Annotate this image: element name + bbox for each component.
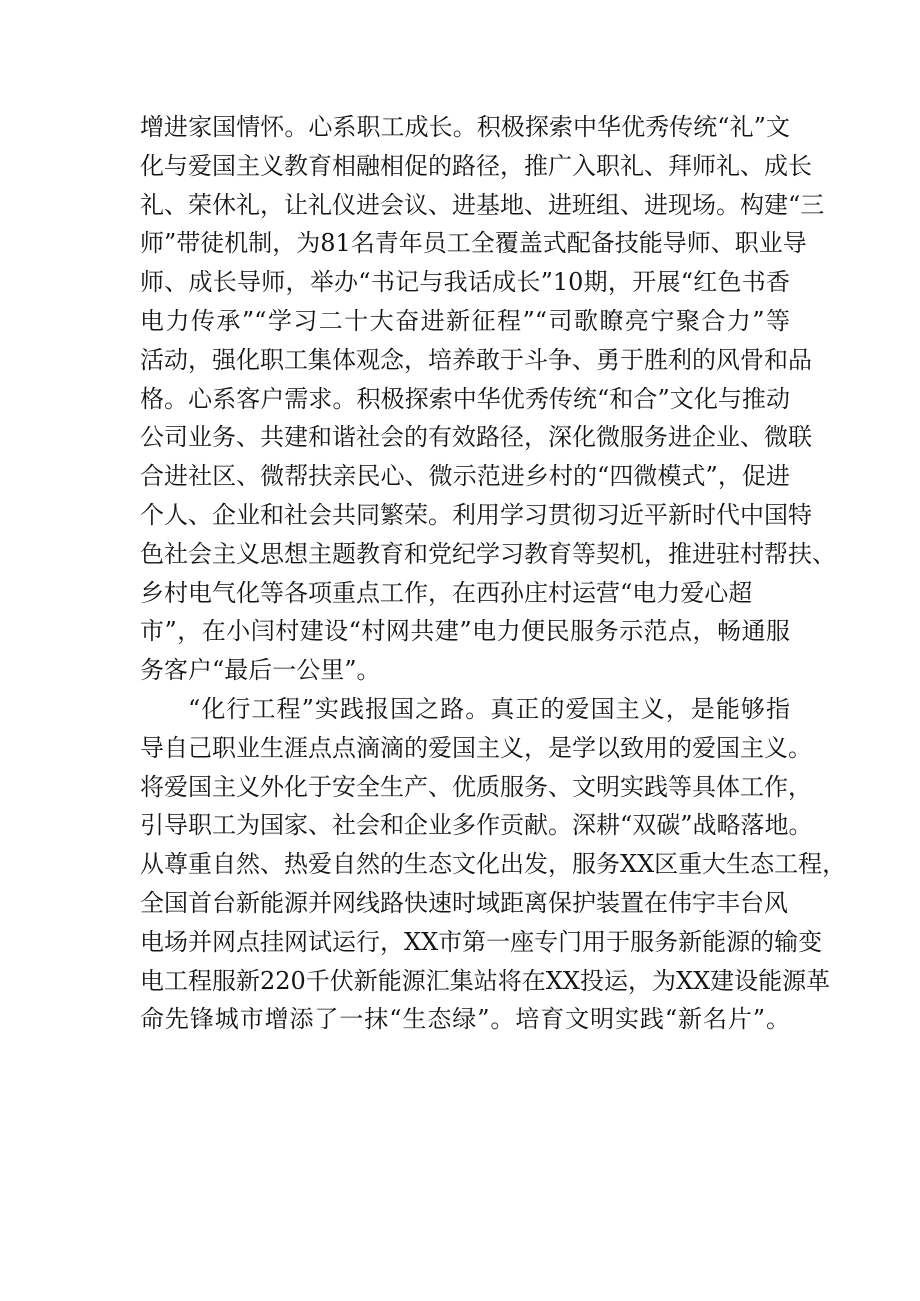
text-line: 电力传承”“学习二十大奋进新征程”“司歌瞭亮宁聚合力”等	[140, 306, 790, 335]
text-line: 从尊重自然、热爱自然的生态文化出发，服务XX区重大生态工程，	[140, 850, 847, 879]
text-line: 个人、企业和社会共同繁荣。利用学习贯彻习近平新时代中国特	[140, 500, 812, 529]
text-line: 引导职工为国家、社会和企业多作贡献。深耕“双碳”战略落地。	[140, 811, 813, 840]
body-text	[140, 108, 847, 1039]
text-line: 市”，在小闫村建设“村网共建”电力便民服务示范点，畅通服	[140, 617, 790, 646]
text-line: 命先锋城市增添了一抹“生态绿”。培育文明实践“新名片”。	[140, 1005, 790, 1034]
text-line: 色社会主义思想主题教育和党纪学习教育等契机，推进驻村帮扶、	[140, 539, 836, 568]
text-line: 公司业务、共建和谐社会的有效路径，深化微服务进企业、微联	[140, 423, 812, 452]
text-line: 格。心系客户需求。积极探索中华优秀传统“和合”文化与推动	[140, 384, 790, 413]
text-line: 全国首台新能源并网线路快速时域距离保护装置在伟宇丰台风	[140, 888, 788, 917]
text-line: 电工程服新220千伏新能源汇集站将在XX投运，为XX建设能源革	[140, 966, 831, 995]
paragraph-end-line: 务客户“最后一公里”。	[140, 656, 381, 685]
text-line: 师、成长导师，举办“书记与我话成长”10期，开展“红色书香	[140, 268, 790, 297]
text-line: 导自己职业生涯点点滴滴的爱国主义，是学以致用的爱国主义。	[140, 733, 812, 762]
text-line: 将爱国主义外化于安全生产、优质服务、文明实践等具体工作，	[140, 772, 812, 801]
text-line: 化与爱国主义教育相融相促的路径，推广入职礼、拜师礼、成长	[140, 151, 812, 180]
text-line: 活动，强化职工集体观念，培养敢于斗争、勇于胜利的风骨和品	[140, 345, 812, 374]
text-line: 合进社区、微帮扶亲民心、微示范进乡村的“四微模式”，促进	[140, 462, 790, 491]
text-line: 乡村电气化等各项重点工作，在西孙庄村运营“电力爱心超	[140, 578, 753, 607]
text-line: 礼、荣休礼，让礼仪进会议、进基地、进班组、进现场。构建“三	[140, 190, 825, 219]
text-line: 电场并网点挂网试运行，XX市第一座专门用于服务新能源的输变	[140, 927, 823, 956]
text-line: 师”带徒机制，为81名青年员工全覆盖式配备技能导师、职业导	[140, 229, 807, 258]
paragraph-start-line: “化行工程”实践报国之路。真正的爱国主义，是能够指	[188, 694, 790, 723]
text-line: 增进家国情怀。心系职工成长。积极探索中华优秀传统“礼”文	[140, 113, 790, 141]
